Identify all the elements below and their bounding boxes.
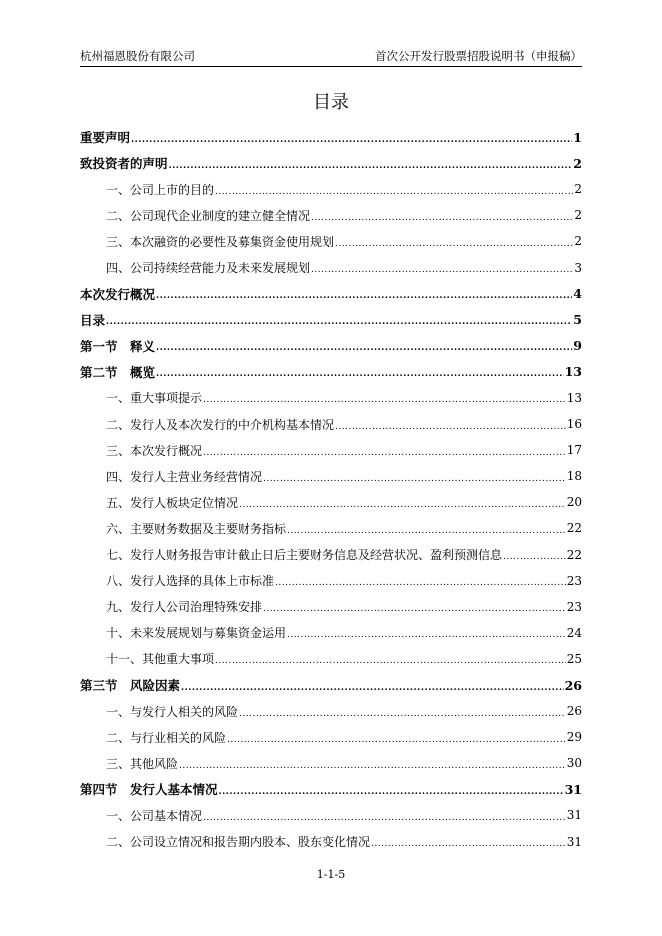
toc-entry-page-number: 17: [566, 443, 582, 458]
toc-entry-title: 二、公司现代企业制度的建立健全情况: [106, 208, 311, 223]
header-document-title: 首次公开发行股票招股说明书（申报稿）: [375, 49, 582, 63]
toc-entry-page-number: 4: [573, 286, 582, 302]
toc-entry-title: 四、发行人主营业务经营情况: [106, 469, 263, 484]
toc-entry-page-number: 5: [573, 312, 582, 328]
toc-entry-section[interactable]: [80, 542, 582, 568]
toc-entry-section[interactable]: [80, 620, 582, 646]
footer-page-number: 1-1-5: [316, 868, 346, 881]
toc-dot-leader: [156, 292, 572, 301]
toc-dot-leader: [219, 788, 564, 797]
toc-dot-leader: [311, 214, 573, 223]
toc-entry-title: 一、公司基本情况: [106, 808, 203, 823]
toc-entry-page-number: 22: [566, 547, 582, 562]
toc-entry-section[interactable]: [80, 724, 582, 750]
toc-entry-section[interactable]: [80, 489, 582, 515]
toc-entry-page-number: 29: [566, 730, 582, 745]
toc-entry-title: 六、主要财务数据及主要财务指标: [106, 521, 287, 536]
toc-entry-page-number: 31: [566, 834, 582, 849]
toc-entry-title: 七、发行人财务报告审计截止日后主要财务信息及经营状况、盈利预测信息: [106, 548, 503, 563]
toc-entry-section[interactable]: [80, 829, 582, 855]
toc-dot-leader: [203, 396, 566, 405]
toc-dot-leader: [335, 240, 573, 249]
toc-dot-leader: [263, 475, 566, 484]
toc-entry-page-number: 9: [573, 338, 582, 354]
toc-dot-leader: [215, 188, 573, 197]
toc-dot-leader: [287, 527, 566, 536]
toc-entry-chapter[interactable]: [80, 359, 582, 385]
toc-entry-title: 十一、其他重大事项: [106, 652, 215, 667]
toc-entry-title: 四、公司持续经营能力及未来发展规划: [106, 261, 311, 276]
toc-entry-title: 第二节 概览: [80, 364, 156, 380]
toc-entry-title: 重要声明: [80, 130, 131, 146]
toc-entry-page-number: 25: [566, 651, 582, 666]
toc-entry-page-number: 23: [566, 573, 582, 588]
toc-entry-section[interactable]: [80, 176, 582, 202]
toc-entry-chapter[interactable]: [80, 281, 582, 307]
toc-dot-leader: [156, 370, 564, 379]
toc-entry-page-number: 24: [566, 625, 582, 640]
toc-entry-page-number: 26: [566, 704, 582, 719]
toc-dot-leader: [311, 266, 573, 275]
toc-entry-title: 五、发行人板块定位情况: [106, 495, 239, 510]
toc-dot-leader: [169, 162, 573, 171]
toc-entry-section[interactable]: [80, 202, 582, 228]
toc-entry-chapter[interactable]: [80, 124, 582, 150]
toc-entry-section[interactable]: [80, 228, 582, 254]
toc-entry-page-number: 3: [574, 260, 582, 275]
toc-entry-section[interactable]: [80, 411, 582, 437]
toc-entry-page-number: 22: [566, 521, 582, 536]
toc-dot-leader: [263, 605, 566, 614]
toc-entry-section[interactable]: [80, 594, 582, 620]
toc-entry-section[interactable]: [80, 802, 582, 828]
toc-entry-page-number: 2: [574, 182, 582, 197]
toc-entry-title: 三、本次融资的必要性及募集资金使用规划: [106, 234, 335, 249]
toc-entry-title: 一、重大事项提示: [106, 391, 203, 406]
toc-dot-leader: [131, 136, 572, 145]
toc-dot-leader: [179, 762, 566, 771]
toc-entry-section[interactable]: [80, 385, 582, 411]
toc-dot-leader: [239, 710, 566, 719]
toc-entry-title: 第三节 风险因素: [80, 678, 181, 694]
toc-entry-chapter[interactable]: [80, 307, 582, 333]
toc-entry-chapter[interactable]: [80, 776, 582, 802]
toc-entry-page-number: 16: [566, 417, 582, 432]
toc-dot-leader: [503, 553, 566, 562]
toc-entry-page-number: 31: [564, 781, 582, 797]
toc-dot-leader: [275, 579, 566, 588]
toc-dot-leader: [203, 814, 566, 823]
toc-entry-title: 二、公司设立情况和报告期内股本、股东变化情况: [106, 835, 371, 850]
toc-entry-page-number: 18: [566, 469, 582, 484]
toc-entry-title: 第一节 释义: [80, 338, 156, 354]
toc-entry-title: 十、未来发展规划与募集资金运用: [106, 626, 287, 641]
toc-dot-leader: [371, 840, 566, 849]
toc-dot-leader: [239, 501, 566, 510]
toc-entry-title: 目录: [80, 312, 106, 328]
toc-entry-page-number: 23: [566, 599, 582, 614]
toc-entry-page-number: 13: [566, 390, 582, 405]
header-company-name: 杭州福恩股份有限公司: [80, 49, 195, 63]
toc-entry-section[interactable]: [80, 515, 582, 541]
toc-entry-title: 一、公司上市的目的: [106, 182, 215, 197]
toc-entry-section[interactable]: [80, 568, 582, 594]
page-footer: [0, 868, 662, 881]
toc-dot-leader: [156, 344, 572, 353]
toc-entry-section[interactable]: [80, 437, 582, 463]
toc-dot-leader: [203, 449, 566, 458]
table-of-contents: [80, 124, 582, 855]
toc-entry-page-number: 30: [566, 756, 582, 771]
toc-entry-title: 九、发行人公司治理特殊安排: [106, 600, 263, 615]
toc-dot-leader: [106, 318, 572, 327]
toc-entry-section[interactable]: [80, 750, 582, 776]
toc-entry-title: 致投资者的声明: [80, 156, 168, 172]
page-header: [80, 45, 582, 67]
toc-dot-leader: [215, 657, 566, 666]
toc-entry-title: 二、发行人及本次发行的中介机构基本情况: [106, 417, 335, 432]
toc-entry-chapter[interactable]: [80, 333, 582, 359]
toc-entry-page-number: 2: [573, 155, 582, 171]
toc-entry-section[interactable]: [80, 646, 582, 672]
toc-entry-page-number: 26: [564, 677, 582, 693]
toc-entry-title: 二、与行业相关的风险: [106, 730, 227, 745]
toc-entry-title: 本次发行概况: [80, 286, 156, 302]
toc-entry-title: 一、与发行人相关的风险: [106, 704, 239, 719]
toc-dot-leader: [227, 736, 566, 745]
toc-entry-title: 三、其他风险: [106, 756, 179, 771]
toc-entry-title: 三、本次发行概况: [106, 443, 203, 458]
toc-entry-page-number: 13: [564, 364, 582, 380]
toc-entry-page-number: 20: [566, 495, 582, 510]
toc-entry-section[interactable]: [80, 254, 582, 280]
toc-entry-page-number: 2: [574, 234, 582, 249]
toc-entry-page-number: 2: [574, 208, 582, 223]
toc-dot-leader: [335, 423, 566, 432]
toc-entry-section[interactable]: [80, 463, 582, 489]
toc-dot-leader: [181, 684, 564, 693]
toc-entry-title: 八、发行人选择的具体上市标准: [106, 574, 275, 589]
toc-entry-chapter[interactable]: [80, 672, 582, 698]
page-title: 目录: [313, 92, 349, 113]
toc-entry-page-number: 31: [566, 808, 582, 823]
toc-entry-chapter[interactable]: [80, 150, 582, 176]
toc-entry-title: 第四节 发行人基本情况: [80, 782, 218, 798]
toc-dot-leader: [287, 631, 566, 640]
toc-entry-page-number: 1: [573, 129, 582, 145]
toc-entry-section[interactable]: [80, 698, 582, 724]
